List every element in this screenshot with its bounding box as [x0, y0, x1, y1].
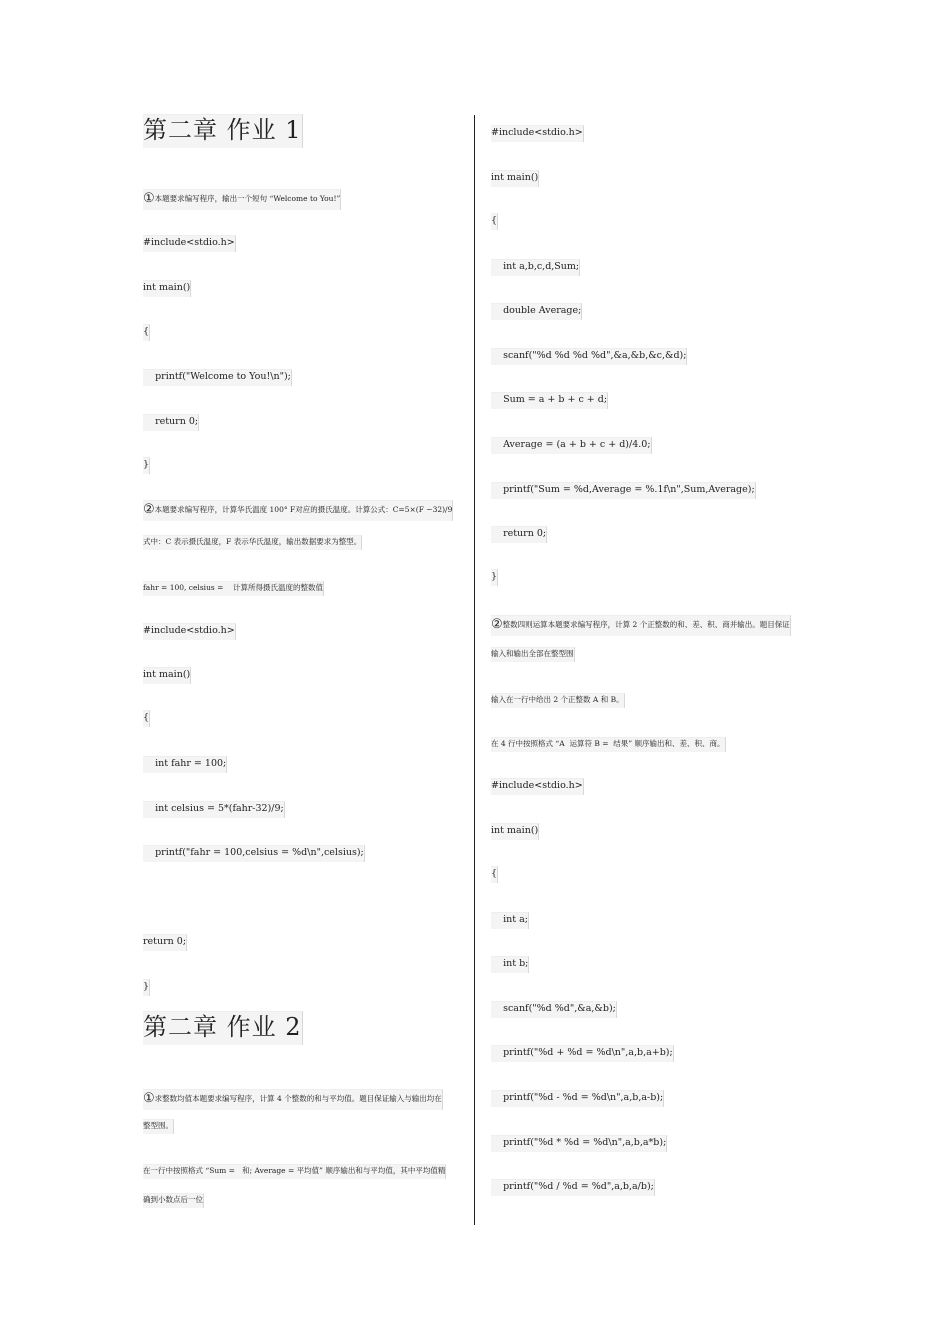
- code-line: printf("fahr = 100,celsius = %d\n",celsius);: [143, 847, 364, 858]
- code-line: printf("%d / %d = %d",a,b,a/b);: [491, 1181, 654, 1192]
- code-line: printf("%d - %d = %d\n",a,b,a-b);: [491, 1092, 664, 1103]
- question-text-line: 在 4 行中按照格式 “A 运算符 B = 结果” 顺序输出和、差、积、商。: [491, 739, 725, 748]
- code-line: return 0;: [143, 936, 187, 947]
- question-1: [143, 192, 340, 207]
- question-text: 本题要求编写程序，计算华氏温度 100° F对应的摄氏温度。计算公式：C=5×(F −32)/9: [154, 505, 453, 514]
- code-line: int celsius = 5*(fahr-32)/9;: [143, 803, 284, 814]
- code-line: scanf("%d %d",&a,&b);: [491, 1003, 616, 1014]
- question-number: ②: [491, 617, 503, 632]
- question-text-line: 在一行中按照格式 “Sum = 和; Average = 平均值” 顺序输出和与平均值，其中平均值精: [143, 1166, 446, 1175]
- chapter-title-1: 第二章 作业 1: [143, 116, 302, 144]
- code-line: int a,b,c,d,Sum;: [491, 261, 580, 272]
- code-line: Average = (a + b + c + d)/4.0;: [491, 439, 651, 450]
- question-text-line: fahr = 100, celsius = 计算所得摄氏温度的整数值: [143, 583, 323, 592]
- code-line: Sum = a + b + c + d;: [491, 394, 608, 405]
- code-line: #include<stdio.h>: [491, 127, 583, 138]
- question-text: 求整数均值本题要求编写程序，计算 4 个整数的和与平均值。题目保证输入与输出均在: [154, 1094, 442, 1103]
- code-line: int a;: [491, 914, 528, 925]
- question-number: ①: [143, 191, 155, 206]
- code-line: return 0;: [491, 528, 547, 539]
- code-line: }: [491, 571, 498, 582]
- code-line: }: [143, 981, 150, 992]
- question-text-line: 输入在一行中给出 2 个正整数 A 和 B。: [491, 695, 624, 704]
- question-4: [491, 618, 790, 633]
- chapter-title-2: 第二章 作业 2: [143, 1013, 302, 1041]
- code-line: scanf("%d %d %d %d",&a,&b,&c,&d);: [491, 350, 687, 361]
- question-number: ②: [143, 502, 155, 517]
- question-text: 整数四则运算本题要求编写程序，计算 2 个正整数的和、差、积、商并输出。题目保证: [502, 620, 790, 629]
- code-line: return 0;: [143, 416, 199, 427]
- code-line: int main(): [491, 825, 539, 836]
- code-line: int main(): [491, 172, 539, 183]
- code-line: printf("Welcome to You!\n");: [143, 371, 291, 382]
- question-2: [143, 503, 452, 518]
- code-line: #include<stdio.h>: [143, 237, 235, 248]
- code-line: int fahr = 100;: [143, 758, 227, 769]
- question-text-line: 确到小数点后一位: [143, 1195, 203, 1204]
- code-line: int main(): [143, 669, 191, 680]
- code-line: #include<stdio.h>: [491, 780, 583, 791]
- code-line: }: [143, 459, 150, 470]
- question-text: 本题要求编写程序，输出一个短句 “Welcome to You!”: [154, 194, 341, 203]
- code-line: int main(): [143, 282, 191, 293]
- code-line: int b;: [491, 958, 529, 969]
- code-line: {: [143, 326, 150, 337]
- code-line: #include<stdio.h>: [143, 625, 235, 636]
- question-text-line: 整型围。: [143, 1121, 173, 1130]
- code-line: {: [491, 868, 498, 879]
- code-line: printf("%d * %d = %d\n",a,b,a*b);: [491, 1137, 667, 1148]
- code-line: {: [143, 712, 150, 723]
- question-text-line: 输入和输出全部在整型围: [491, 649, 574, 658]
- code-line: printf("Sum = %d,Average = %.1f\n",Sum,Average);: [491, 484, 755, 495]
- code-line: double Average;: [491, 305, 582, 316]
- column-divider: [474, 115, 475, 1225]
- question-number: ①: [143, 1091, 155, 1106]
- code-line: printf("%d + %d = %d\n",a,b,a+b);: [491, 1047, 673, 1058]
- code-line: {: [491, 215, 498, 226]
- question-text-line: 式中：C 表示摄氏温度，F 表示华氏温度，输出数据要求为整型。: [143, 537, 362, 546]
- question-3: [143, 1092, 442, 1107]
